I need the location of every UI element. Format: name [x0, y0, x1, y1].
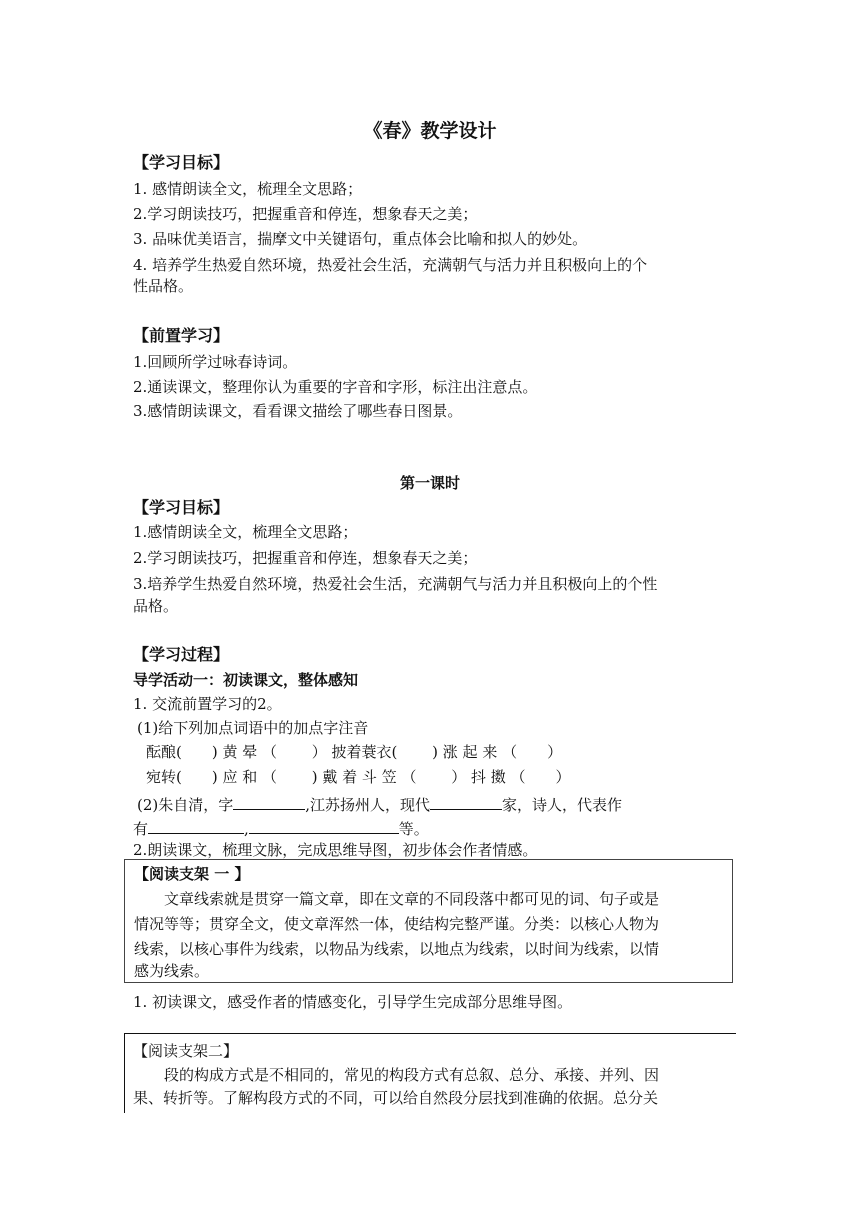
pinyin-row: 宛转( ) 应 和 （ ) 戴 着 斗 笠 （ ） 抖 擞 （ ） [146, 768, 571, 786]
goal-item: 1. 感情朗读全文，梳理全文思路； [133, 180, 363, 198]
frame-heading: 【阅读支架二】 [133, 1042, 239, 1060]
frame-line: 情况等等；贯穿全文，使文章浑然一体，使结构完整严谨。分类：以核心人物为 [134, 915, 660, 933]
goals-heading: 【学习目标】 [133, 153, 230, 172]
step-item: 1. 交流前置学习的2。 [133, 695, 282, 713]
frame-line: 文章线索就是贯穿一篇文章，即在文章的不同段落中都可见的词、句子或是 [164, 890, 660, 908]
fill-blank-line [133, 817, 429, 839]
process-heading: 【学习过程】 [133, 645, 230, 664]
activity-heading: 导学活动一：初读课文，整体感知 [133, 671, 359, 689]
lesson1-title: 第一课时 [399, 474, 460, 492]
lesson1-goal-item: 3.培养学生热爱自然环境，热爱社会生活，充满朝气与活力并且积极向上的个性 [133, 575, 658, 593]
frame-line: 线索，以核心事件为线索，以物品为线索，以地点为线索，以时间为线索，以情 [134, 940, 660, 958]
answer-blank[interactable] [430, 793, 502, 810]
goal-item: 性品格。 [133, 277, 194, 295]
fill-blank-line [137, 793, 622, 815]
frame-border-left [124, 1033, 125, 1113]
answer-blank[interactable] [249, 817, 399, 834]
fill-text: ,江苏扬州人，现代 [305, 796, 431, 814]
lesson1-goal-item: 品格。 [133, 597, 179, 615]
answer-blank[interactable] [233, 793, 305, 810]
answer-blank[interactable] [148, 817, 244, 834]
step-item: 1. 初读课文，感受作者的情感变化，引导学生完成部分思维导图。 [133, 993, 573, 1011]
preview-heading: 【前置学习】 [133, 326, 230, 345]
pinyin-row: 酝酿( ) 黄 晕 （ ） 披着蓑衣( ) 涨 起 来 （ ） [146, 743, 563, 761]
frame-line: 感为线索。 [134, 962, 210, 980]
frame-border-top [124, 1033, 736, 1034]
lesson1-goal-item: 1.感情朗读全文，梳理全文思路； [133, 523, 358, 541]
fill-text: 等。 [398, 820, 429, 838]
question-item: (1)给下列加点词语中的加点字注音 [137, 719, 369, 737]
preview-item: 3.感情朗读课文，看看课文描绘了哪些春日图景。 [133, 402, 463, 420]
fill-text: 家，诗人，代表作 [502, 796, 623, 814]
lesson1-goals-heading: 【学习目标】 [133, 498, 230, 517]
preview-item: 1.回顾所学过咏春诗词。 [133, 353, 298, 371]
lesson1-goal-item: 2.学习朗读技巧，把握重音和停连，想象春天之美； [133, 549, 478, 567]
step-item: 2.朗读课文，梳理文脉，完成思维导图，初步体会作者情感。 [133, 841, 538, 859]
goal-item: 2.学习朗读技巧，把握重音和停连，想象春天之美； [133, 205, 478, 223]
goal-item: 4. 培养学生热爱自然环境，热爱社会生活，充满朝气与活力并且积极向上的个 [133, 256, 648, 274]
frame-line: 段的构成方式是不相同的，常见的构段方式有总叙、总分、承接、并列、因 [164, 1066, 660, 1084]
frame-heading: 【阅读支架 一 】 [134, 865, 250, 883]
fill-text: (2)朱自清，字 [137, 796, 234, 814]
document-title: 《春》教学设计 [363, 120, 497, 142]
goal-item: 3. 品味优美语言，揣摩文中关键语句，重点体会比喻和拟人的妙处。 [133, 230, 588, 248]
fill-text: 有 [133, 820, 149, 838]
frame-line: 果、转折等。了解构段方式的不同，可以给自然段分层找到准确的依据。总分关 [133, 1089, 659, 1107]
preview-item: 2.通读课文，整理你认为重要的字音和字形，标注出注意点。 [133, 378, 538, 396]
fill-text: , [244, 820, 249, 838]
